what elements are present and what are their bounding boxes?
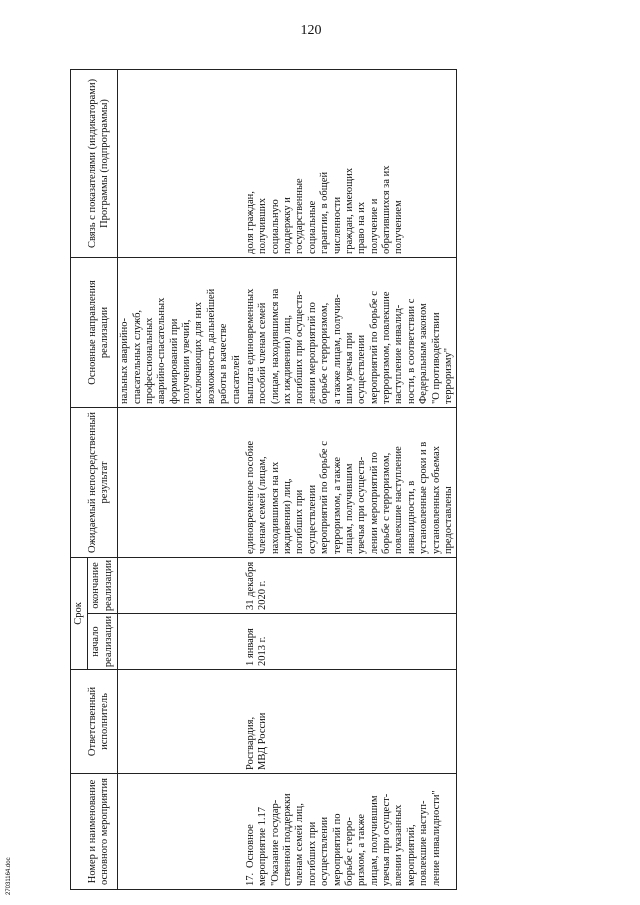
result-cell: единовременное пособие членам семей (лицам, находившимся на их иждивении) лиц, погибших при осуществлении мероприятий по борьбе с терроризмом, а также лицам, получившим увечья при осуществ- лении мероприятий по борьбе с терроризмом, повлекшие наступление инвалидности, в установленные сроки и в установленных объемах предоставлены bbox=[244, 407, 457, 557]
continuation-cell bbox=[118, 614, 244, 670]
row-number: 17. bbox=[244, 872, 256, 886]
header-directions: Основные направления реализации bbox=[71, 257, 118, 407]
rotated-table-container bbox=[70, 70, 630, 890]
continuation-cell bbox=[118, 407, 244, 557]
header-end: окончание реализации bbox=[88, 557, 118, 613]
header-link: Связь с показателями (индикаторами) Программы (подпрограммы) bbox=[71, 69, 118, 257]
page-number: 120 bbox=[300, 23, 322, 38]
header-executor: Ответственный исполнитель bbox=[71, 670, 118, 774]
header-term: Срок bbox=[71, 557, 88, 669]
start-cell: 1 января 2013 г. bbox=[244, 614, 457, 670]
document-code: 27031164.doc bbox=[6, 857, 12, 895]
end-cell: 31 декабря 2020 г. bbox=[244, 557, 457, 613]
measures-table bbox=[70, 69, 457, 890]
continuation-row bbox=[118, 69, 244, 889]
continuation-cell bbox=[118, 557, 244, 613]
continuation-cell bbox=[118, 69, 244, 257]
measure-name: Основное мероприятие 1.17 "Оказание государ- ственной поддержки членам семей лиц, погибших при осуществлении мероприятий по борьбе с терро- ризмом, а также лицам, получившим увечья при осущест- влении указанных мероприятий, повлекшие наступ- ление инвалидности" bbox=[244, 790, 442, 886]
header-result: Ожидаемый непосредственный результат bbox=[71, 407, 118, 557]
continuation-cell bbox=[118, 670, 244, 774]
continuation-cell bbox=[118, 774, 244, 890]
executor-cell: Росгвардия, МВД России bbox=[244, 670, 457, 774]
header-start: начало реализации bbox=[88, 614, 118, 670]
table-row bbox=[244, 69, 457, 889]
header-row bbox=[71, 69, 88, 889]
header-number-name: Номер и наименование основного мероприятия bbox=[71, 774, 118, 890]
directions-cell: выплата единовременных пособий членам семей (лицам, находившимся на их иждивении) лиц, погибших при осуществ- лении мероприятий по борьбе с терроризмом, а также лицам, получив- шим увечья при осуществлении мероприятий по борьбе с терроризмом, повлекшие наступление инвалид- ности, в соответствии с Федеральным законом "О противодействии терроризму" bbox=[244, 257, 457, 407]
continuation-directions: нальных аварийно- спасательных служб, профессиональных аварийно-спасательных формирований при получении увечий, исключающих для них возможность дальнейшей работы в качестве спасателей bbox=[118, 257, 244, 407]
measure-cell bbox=[244, 774, 457, 890]
link-cell: доля граждан, получивших социальную поддержку и государственные социальные гарантии, в общей численности граждан, имеющих право на их получение и обратившихся за их получением bbox=[244, 69, 457, 257]
